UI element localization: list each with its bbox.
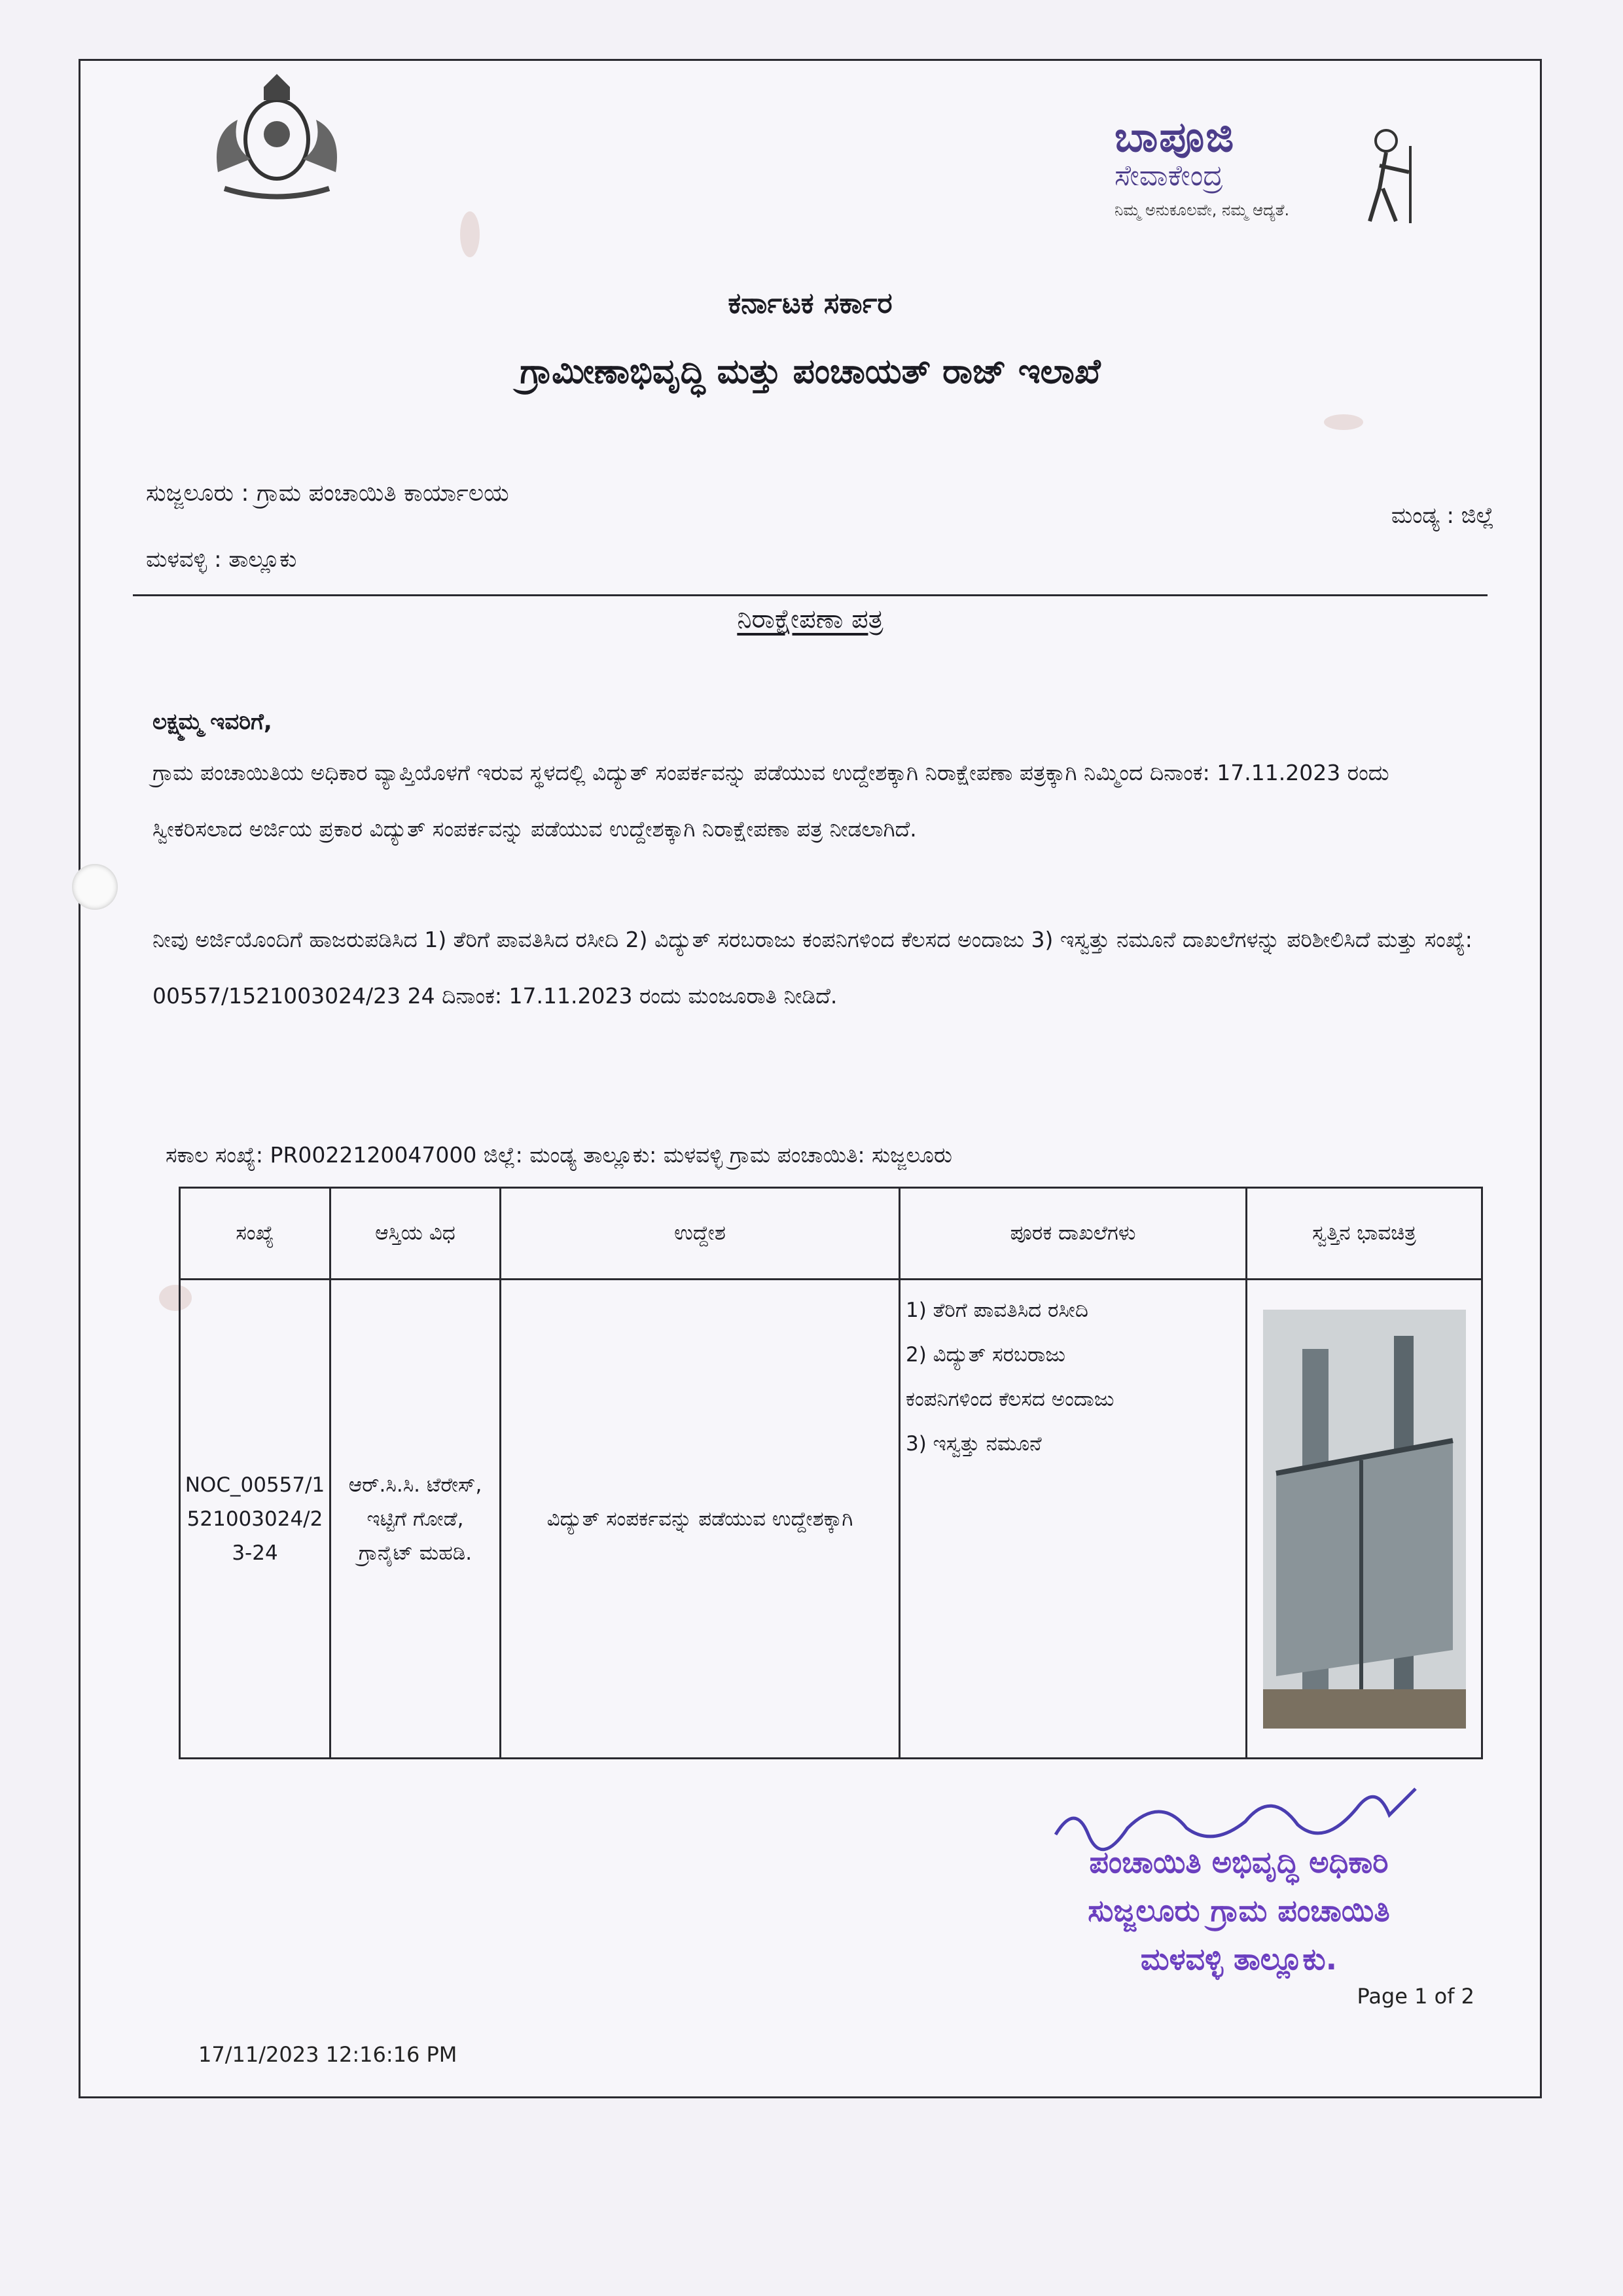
table-header-row bbox=[180, 1188, 1482, 1280]
header-property-photo: ಸ್ವತ್ತಿನ ಭಾವಚಿತ್ರ bbox=[1247, 1188, 1482, 1280]
logo-subtitle: ಸೇವಾಕೇಂದ್ರ bbox=[1115, 159, 1223, 192]
document-item: 2) ವಿದ್ಯುತ್ ಸರಬರಾಜು bbox=[906, 1343, 1066, 1367]
office-name: ಸುಜ್ಜಲೂರು : ಗ್ರಾಮ ಪಂಚಾಯಿತಿ ಕಾರ್ಯಾಲಯ bbox=[146, 480, 509, 507]
signature-stamp-block bbox=[944, 1776, 1533, 1985]
logo-tagline: ನಿಮ್ಮ ಅನುಕೂಲವೇ, ನಮ್ಮ ಆದ್ಯತೆ. bbox=[1115, 201, 1290, 219]
printed-timestamp: 17/11/2023 12:16:16 PM bbox=[198, 2042, 457, 2067]
cell-number: NOC_00557/1521003024/23-24 bbox=[180, 1280, 330, 1759]
document-item: 3) ಇಸ್ವತ್ತು ನಮೂನೆ bbox=[906, 1432, 1042, 1456]
sakala-reference: ಸಕಾಲ ಸಂಖ್ಯೆ: PR0022120047000 ಜಿಲ್ಲೆ: ಮಂಡ್ಯ ತಾಲ್ಲೂಕು: ಮಳವಳ್ಳಿ ಗ್ರಾಮ ಪಂಚಾಯಿತಿ: ಸುಜ್ಜಲೂರು bbox=[166, 1142, 952, 1168]
body-paragraph-2: ನೀವು ಅರ್ಜಿಯೊಂದಿಗೆ ಹಾಜರುಪಡಿಸಿದ 1) ತೆರಿಗೆ ಪಾವತಿಸಿದ ರಸೀದಿ 2) ವಿದ್ಯುತ್ ಸರಬರಾಜು ಕಂಪನಿಗಳಿಂದ ಕೆಲಸದ ಅಂದಾಜು 3) ಇಸ್ವತ್ತು ನಮೂನೆ ದಾಖಲೆಗಳನ್ನು ಪರಿಶೀಲಿಸಿದೆ ಮತ್ತು ಸಂಖ್ಯೆ: 00557/1521003024/23 24 ದಿನಾಂಕ: 17.11.2023 ರಂದು ಮಂಜೂರಾತಿ ನೀಡಿದೆ. bbox=[152, 927, 1472, 1009]
stamp-line-1: ಪಂಚಾಯಿತಿ ಅಭಿವೃದ್ಧಿ ಅಧಿಕಾರಿ bbox=[1089, 1844, 1389, 1880]
bapuji-seva-kendra-logo bbox=[1095, 61, 1435, 231]
cell-purpose: ವಿದ್ಯುತ್ ಸಂಪರ್ಕವನ್ನು ಪಡೆಯುವ ಉದ್ದೇಶಕ್ಕಾಗಿ bbox=[501, 1280, 900, 1759]
noc-details-table bbox=[179, 1187, 1483, 1759]
cell-property-photo bbox=[1247, 1280, 1482, 1759]
document-title-text: ನಿರಾಕ್ಷೇಪಣಾ ಪತ್ರ bbox=[737, 604, 883, 634]
district-name: ಮಂಡ್ಯ : ಜಿಲ್ಲೆ bbox=[1391, 503, 1494, 529]
document-item: 1) ತೆರಿಗೆ ಪಾವತಿಸಿದ ರಸೀದಿ bbox=[906, 1299, 1088, 1322]
gandhi-figure-icon bbox=[1350, 126, 1422, 224]
stamp-line-2: ಸುಜ್ಜಲೂರು ಗ್ರಾಮ ಪಂಚಾಯಿತಿ bbox=[1088, 1893, 1390, 1928]
table-row bbox=[180, 1280, 1482, 1759]
document-title bbox=[80, 604, 1540, 634]
document-page bbox=[79, 59, 1542, 2098]
page-number: Page 1 of 2 bbox=[1357, 1984, 1474, 2009]
header-number: ಸಂಖ್ಯೆ bbox=[180, 1188, 330, 1280]
header-purpose: ಉದ್ದೇಶ bbox=[501, 1188, 900, 1280]
government-title: ಕರ್ನಾಟಕ ಸರ್ಕಾರ bbox=[728, 287, 893, 320]
body-paragraph-1: ಗ್ರಾಮ ಪಂಚಾಯಿತಿಯ ಅಧಿಕಾರ ವ್ಯಾಪ್ತಿಯೊಳಗೆ ಇರುವ ಸ್ಥಳದಲ್ಲಿ ವಿದ್ಯುತ್ ಸಂಪರ್ಕವನ್ನು ಪಡೆಯುವ ಉದ್ದೇಶಕ್ಕಾಗಿ ನಿರಾಕ್ಷೇಪಣಾ ಪತ್ರಕ್ಕಾಗಿ ನಿಮ್ಮಿಂದ ದಿನಾಂಕ: 17.11.2023 ರಂದು ಸ್ವೀಕರಿಸಲಾದ ಅರ್ಜಿಯ ಪ್ರಕಾರ ವಿದ್ಯುತ್ ಸಂಪರ್ಕವನ್ನು ಪಡೆಯುವ ಉದ್ದೇಶಕ್ಕಾಗಿ ನಿರಾಕ್ಷೇಪಣಾ ಪತ್ರ ನೀಡಲಾಗಿದೆ. bbox=[152, 760, 1389, 842]
department-title: ಗ್ರಾಮೀಣಾಭಿವೃದ್ಧಿ ಮತ್ತು ಪಂಚಾಯತ್ ರಾಜ್ ಇಲಾಖೆ bbox=[520, 352, 1101, 391]
cell-property-type: ಆರ್.ಸಿ.ಸಿ. ಟೆರೇಸ್, ಇಟ್ಟಿಗೆ ಗೋಡೆ, ಗ್ರಾನೈಟ್ ಮಹಡಿ. bbox=[330, 1280, 501, 1759]
header-documents: ಪೂರಕ ದಾಖಲೆಗಳು bbox=[900, 1188, 1247, 1280]
state-emblem-icon bbox=[192, 61, 362, 211]
taluk-name: ಮಳವಳ್ಳಿ : ತಾಲ್ಲೂಕು bbox=[146, 547, 297, 573]
cell-documents bbox=[900, 1280, 1247, 1759]
logo-name: ಬಾಪೂಜಿ bbox=[1115, 113, 1236, 162]
document-item: ಕಂಪನಿಗಳಿಂದ ಕೆಲಸದ ಅಂದಾಜು bbox=[906, 1388, 1115, 1411]
stamp-line-3: ಮಳವಳ್ಳಿ ತಾಲ್ಲೂಕು. bbox=[1140, 1941, 1338, 1977]
punch-hole bbox=[72, 864, 118, 910]
header-divider bbox=[133, 594, 1488, 596]
official-stamp bbox=[944, 1838, 1533, 1983]
header-property-type: ಆಸ್ತಿಯ ವಿಧ bbox=[330, 1188, 501, 1280]
salutation: ಲಕ್ಷ್ಮಮ್ಮ ಇವರಿಗೆ, bbox=[152, 709, 272, 735]
property-photo bbox=[1263, 1310, 1466, 1729]
